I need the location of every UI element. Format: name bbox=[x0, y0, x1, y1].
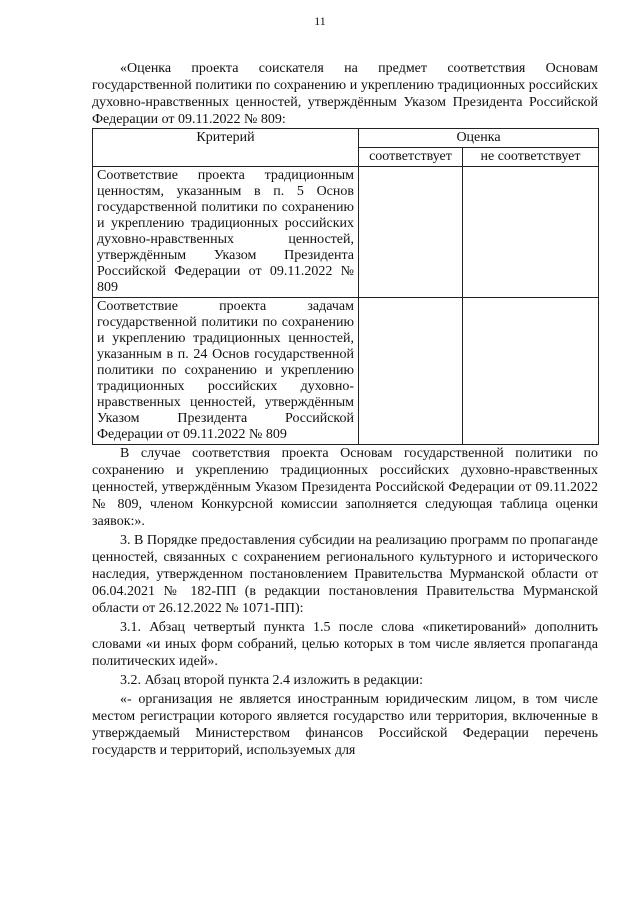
match-cell bbox=[359, 167, 463, 298]
header-match: соответствует bbox=[359, 148, 463, 167]
paragraph-quote: «- организация не является иностранным юридическим лицом, в том числе местом регистрации которого является государство или территория, включенные в утверждаемый Министерством финансов Российской Федерации перечень государств и территорий, используемых для bbox=[92, 692, 598, 758]
header-rating: Оценка bbox=[359, 129, 599, 148]
table-row bbox=[93, 298, 599, 445]
header-nomatch: не соответствует bbox=[463, 148, 599, 167]
assessment-table bbox=[92, 128, 599, 445]
paragraph-item-3-2: 3.2. Абзац второй пункта 2.4 изложить в редакции: bbox=[120, 673, 424, 688]
criterion-cell: Соответствие проекта задачам государственной политики по сохранению и укреплению традиционных ценностей, указанным в п. 24 Основ государственной политики по сохранению и укреплению традиционных российских духовно-нравственных ценностей, утверждённым Указом Президента Российской Федерации от 09.11.2022 № 809 bbox=[93, 298, 359, 445]
criterion-cell: Соответствие проекта традиционным ценностям, указанным в п. 5 Основ государственной политики по сохранению и укреплению традиционных российских духовно-нравственных ценностей, утверждённым Указом Президента Российской Федерации от 09.11.2022 № 809 bbox=[93, 167, 359, 298]
nomatch-cell bbox=[463, 167, 599, 298]
page-number: 11 bbox=[314, 14, 326, 28]
document-body bbox=[92, 60, 598, 759]
header-criterion: Критерий bbox=[93, 129, 359, 167]
following-paragraphs bbox=[92, 445, 598, 759]
nomatch-cell bbox=[463, 298, 599, 445]
paragraph-completion: В случае соответствия проекта Основам государственной политики по сохранению и укреплению традиционных российских духовно-нравственных ценностей, утверждённым Указом Президента Российской Федерации от 09.11.2022 № 809, членом Конкурсной комиссии заполняется следующая таблица оценки заявок:». bbox=[92, 446, 598, 529]
intro-paragraph: «Оценка проекта соискателя на предмет соответствия Основам государственной политики по сохранению и укреплению традиционных российских духовно-нравственных ценностей, утверждённым Указом Президента Российской Федерации от 09.11.2022 № 809: bbox=[92, 61, 598, 127]
match-cell bbox=[359, 298, 463, 445]
paragraph-item-3-1: 3.1. Абзац четвертый пункта 1.5 после слова «пикетирований» дополнить словами «и иных форм собраний, целью которых в том числе является пропаганда политических идей». bbox=[92, 620, 598, 669]
paragraph-item-3: 3. В Порядке предоставления субсидии на реализацию программ по пропаганде ценностей, связанных с сохранением регионального культурного и исторического наследия, утвержденном постановлением Правительства Мурманской области от 06.04.2021 № 182-ПП (в редакции постановления Правительства Мурманской области от 26.12.2022 № 1071-ПП): bbox=[92, 533, 598, 616]
table-row bbox=[93, 167, 599, 298]
